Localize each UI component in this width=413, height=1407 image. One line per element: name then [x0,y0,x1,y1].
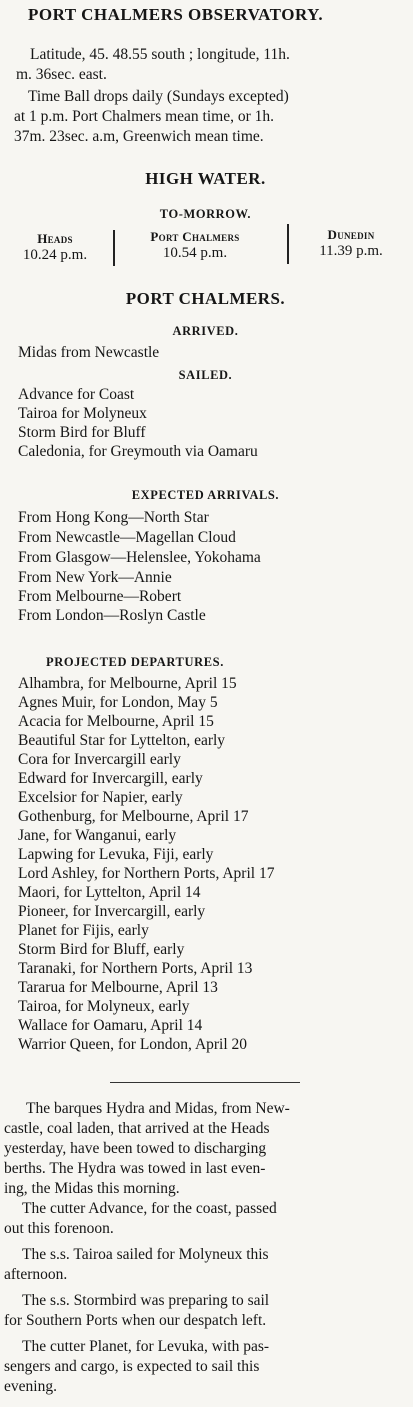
observatory-line: at 1 p.m. Port Chalmers mean time, or 1h. [14,108,275,125]
departure-item: Storm Bird for Bluff, early [18,941,185,958]
tide-heads [2,230,108,264]
news-line: ing, the Midas this morning. [4,1180,180,1197]
news-line: castle, coal laden, that arrived at the Heads [4,1120,270,1137]
expected-item: From London—Roslyn Castle [18,607,206,624]
departure-item: Maori, for Lyttelton, April 14 [18,884,201,901]
departure-item: Acacia for Melbourne, April 15 [18,713,214,730]
departure-item: Warrior Queen, for London, April 20 [18,1036,248,1053]
expected-item: From Melbourne—Robert [18,588,182,605]
news-line: The cutter Advance, for the coast, passed [22,1200,277,1217]
news-line: The barques Hydra and Midas, from New- [26,1100,290,1117]
expected-item: From Glasgow—Helenslee, Yokohama [18,549,261,566]
departure-item: Cora for Invercargill early [18,751,181,768]
observatory-line: m. 36sec. east. [16,66,107,83]
tide-divider [113,230,115,266]
departure-item: Alhambra, for Melbourne, April 15 [18,675,237,692]
sailed-item: Caledonia, for Greymouth via Oamaru [18,443,258,460]
arrived-item: Midas from Newcastle [18,344,160,361]
news-line: out this forenoon. [4,1220,114,1237]
departure-item: Excelsior for Napier, early [18,789,183,806]
tide-dunedin [296,226,406,260]
sailed-item: Storm Bird for Bluff [18,424,146,441]
departure-item: Taranaki, for Northern Ports, April 13 [18,960,253,977]
projected-heading: PROJECTED DEPARTURES. [46,655,224,669]
departure-item: Jane, for Wanganui, early [18,827,177,844]
tide-place-label: Dunedin [327,227,375,242]
departure-item: Lord Ashley, for Northern Ports, April 17 [18,865,275,882]
tide-port-chalmers [120,228,270,262]
section-divider [110,1082,300,1083]
sailed-heading: SAILED. [178,368,233,382]
tide-time: 10.54 p.m. [162,245,228,261]
expected-item: From New York—Annie [18,569,172,586]
high-water-subtitle: TO-MORROW. [159,207,252,221]
tide-place-label: Heads [37,231,73,246]
tide-time: 11.39 p.m. [319,243,383,259]
departure-item: Beautiful Star for Lyttelton, early [18,732,226,749]
departure-item: Tararua for Melbourne, April 13 [18,979,218,996]
tide-time: 10.24 p.m. [22,247,88,263]
news-line: afternoon. [4,1266,68,1283]
news-line: evening. [4,1378,57,1395]
observatory-line: Time Ball drops daily (Sundays excepted) [28,88,289,105]
news-line: The cutter Planet, for Levuka, with pas- [22,1338,270,1355]
news-line: sengers and cargo, is expected to sail this [4,1358,260,1375]
news-line: for Southern Ports when our despatch left. [4,1312,267,1329]
expected-heading: EXPECTED ARRIVALS. [131,488,280,502]
port-title: PORT CHALMERS. [125,289,286,308]
sailed-item: Tairoa for Molyneux [18,405,147,422]
departure-item: Edward for Invercargill, early [18,770,203,787]
expected-item: From Hong Kong—North Star [18,509,209,526]
departure-item: Tairoa, for Molyneux, early [18,998,190,1015]
tide-divider [287,224,289,264]
high-water-title: HIGH WATER. [145,169,266,188]
departure-item: Planet for Fijis, early [18,922,149,939]
departure-item: Agnes Muir, for London, May 5 [18,694,218,711]
departure-item: Gothenburg, for Melbourne, April 17 [18,808,249,825]
news-line: yesterday, have been towed to discharging [4,1140,267,1157]
arrived-heading: ARRIVED. [172,324,239,338]
observatory-line: 37m. 23sec. a.m, Greenwich mean time. [14,128,264,145]
observatory-line: Latitude, 45. 48.55 south ; longitude, 11h. [30,46,290,63]
sailed-item: Advance for Coast [18,386,135,403]
expected-item: From Newcastle—Magellan Cloud [18,529,236,546]
departure-item: Wallace for Oamaru, April 14 [18,1017,203,1034]
news-line: The s.s. Stormbird was preparing to sail [22,1292,270,1309]
observatory-title: PORT CHALMERS OBSERVATORY. [28,5,324,24]
departure-item: Lapwing for Levuka, Fiji, early [18,846,214,863]
news-line: The s.s. Tairoa sailed for Molyneux this [22,1246,269,1263]
news-line: berths. The Hydra was towed in last even- [4,1160,266,1177]
departure-item: Pioneer, for Invercargill, early [18,903,206,920]
tide-place-label: Port Chalmers [150,229,240,244]
